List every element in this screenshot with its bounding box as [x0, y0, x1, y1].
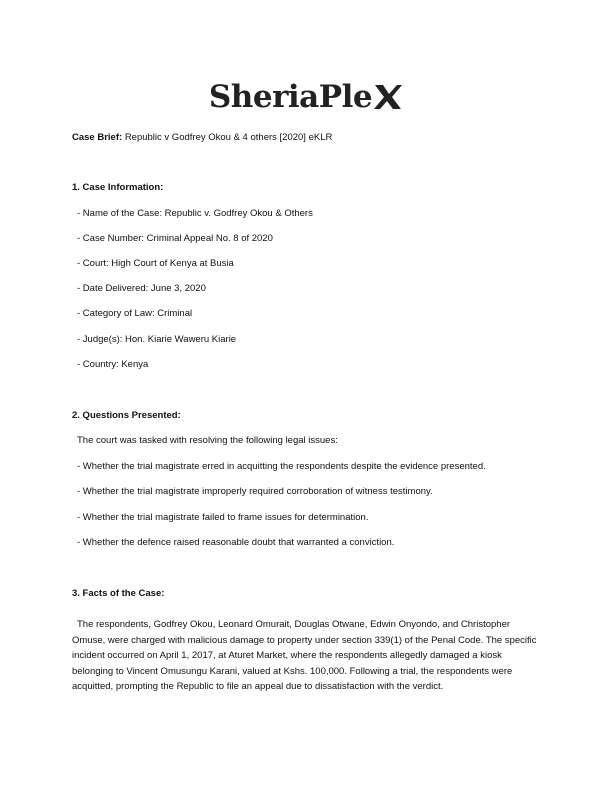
x-mark-icon	[373, 82, 403, 112]
case-info-court: - Court: High Court of Kenya at Busia	[77, 258, 234, 269]
case-info-judges: - Judge(s): Hon. Kiarie Waweru Kiarie	[77, 334, 237, 345]
facts-paragraph: The respondents, Godfrey Okou, Leonard Omurait, Douglas Otwane, Edwin Onyondo, and Christopher Omuse, were charged with malicious damage to property under section 339(1) of the Penal Code. The specific incident occurred on April 1, 2017, at Aturet Market, where the respondents allegedly damaged a kiosk belonging to Vincent Omusungu Karani, valued at Kshs. 100,000. Following a trial, the respondents were acquitted, prompting the Republic to file an appeal due to dissatisfaction with the verdict.	[72, 619, 537, 692]
section-heading-facts: 3. Facts of the Case:	[72, 588, 165, 599]
case-brief-line	[72, 132, 332, 144]
question-item: - Whether the trial magistrate erred in acquitting the respondents despite the evidence presented.	[77, 461, 486, 472]
case-brief-label: Case Brief:	[72, 132, 123, 143]
section-heading-questions: 2. Questions Presented:	[72, 410, 181, 421]
questions-intro: The court was tasked with resolving the following legal issues:	[77, 435, 338, 446]
question-item: - Whether the defence raised reasonable doubt that warranted a conviction.	[77, 537, 395, 548]
case-info-number: - Case Number: Criminal Appeal No. 8 of 2020	[77, 233, 273, 244]
sheriaplex-logo	[0, 80, 612, 120]
section-heading-case-information: 1. Case Information:	[72, 182, 164, 193]
case-brief-title: Republic v Godfrey Okou & 4 others [2020] eKLR	[124, 132, 333, 143]
question-item: - Whether the trial magistrate failed to frame issues for determination.	[77, 512, 369, 523]
logo-text: SheriaPle	[208, 79, 373, 115]
question-item: - Whether the trial magistrate improperly required corroboration of witness testimony.	[77, 486, 433, 497]
case-info-country: - Country: Kenya	[77, 359, 149, 370]
case-info-category: - Category of Law: Criminal	[77, 308, 193, 319]
case-info-name: - Name of the Case: Republic v. Godfrey Okou & Others	[77, 208, 313, 219]
case-info-date: - Date Delivered: June 3, 2020	[77, 283, 206, 294]
